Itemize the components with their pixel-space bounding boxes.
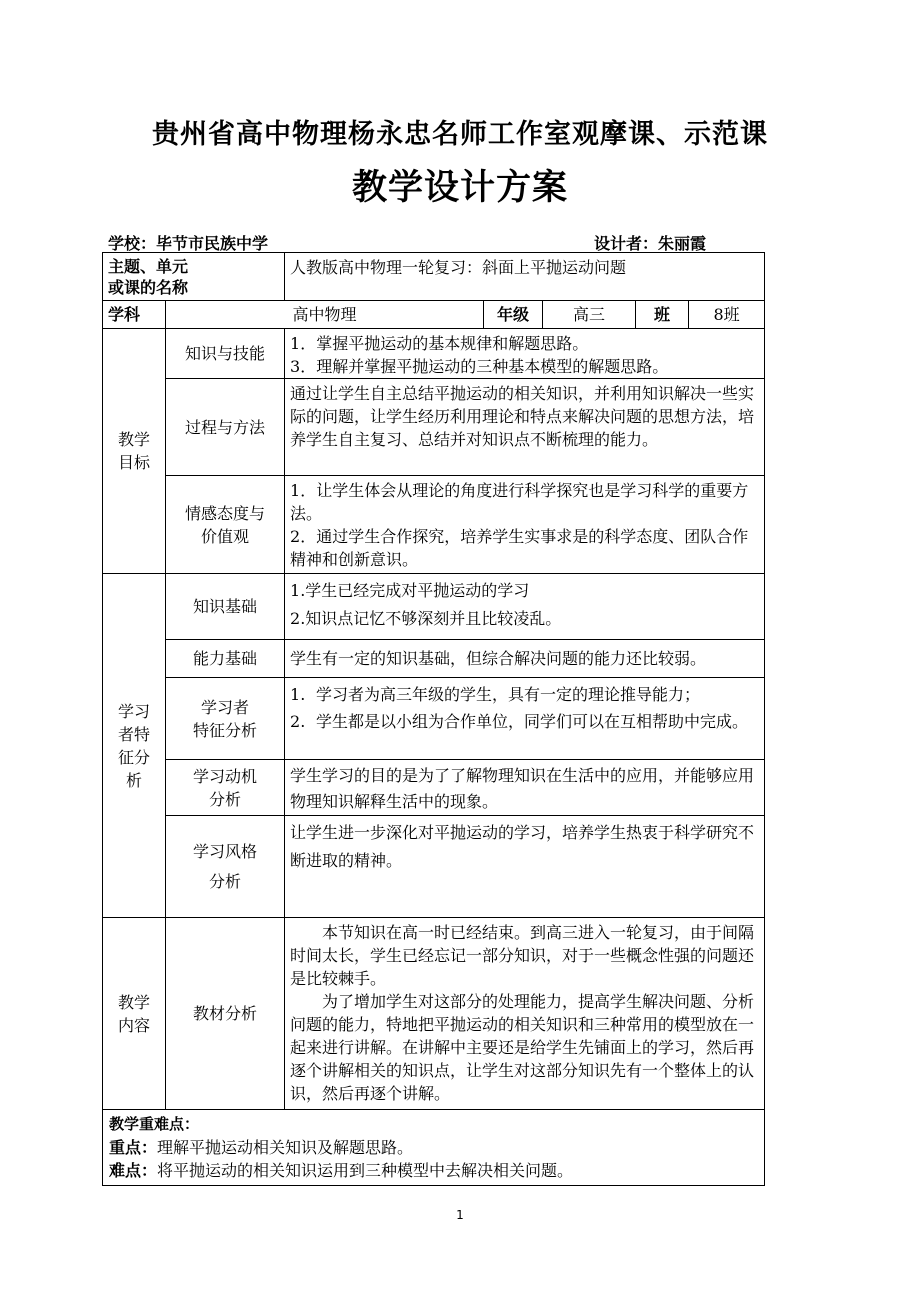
learner-motivation-row [103,760,765,816]
traits-label [166,678,285,760]
content-group-line1: 教学 [117,992,150,1012]
subject-value: 高中物理 [166,301,484,329]
traits-label-line2: 特征分析 [193,720,258,740]
school-label: 学校：毕节市民族中学 [108,234,269,253]
content-group-label [103,918,166,1110]
traits-item-1-num: 1. [290,685,306,704]
traits-item-1 [290,681,759,708]
traits-list [290,681,759,735]
subject-label: 学科 [103,301,166,329]
goals-process-row [103,379,765,476]
learner-group-line3: 征分 [117,747,150,767]
emotion-value-content [285,476,765,574]
learner-traits-row [103,678,765,760]
goals-emotion-row [103,476,765,574]
learner-knowledge-row [103,574,765,640]
emotion-item-1: 1．让学生体会从理论的角度进行科学探究也是学习科学的重要方法。 [290,481,749,523]
knowledge-base-label: 知识基础 [166,574,285,640]
difficulty-label: 难点： [109,1161,158,1180]
knowledge-base-content [285,574,765,640]
document-title-line2: 教学设计方案 [351,168,568,208]
class-label: 班 [636,301,689,329]
key-point-line [109,1136,759,1159]
key-point-label: 重点： [109,1138,158,1157]
traits-item-2-num: 2. [290,712,306,731]
emotion-value-label [166,476,285,574]
class-value: 8班 [689,301,765,329]
knowledge-base-item-1: 1.学生已经完成对平抛运动的学习 [290,581,530,600]
style-label-line1: 学习风格 [193,841,258,861]
key-points-cell [103,1110,765,1186]
knowledge-skill-label: 知识与技能 [166,329,285,379]
learner-group-line1: 学习 [117,701,150,721]
traits-label-line1: 学习者 [201,697,250,717]
course-value: 人教版高中物理一轮复习：斜面上平抛运动问题 [285,253,765,301]
learner-group-line2: 者特 [117,724,150,744]
lesson-plan-table [102,252,765,1186]
designer-label: 设计者：朱丽霞 [594,234,707,253]
motivation-label-line1: 学习动机 [193,766,258,786]
course-label-cell [103,253,285,301]
key-points-heading: 教学重难点： [109,1115,200,1133]
emotion-label-line2: 价值观 [201,526,250,546]
subject-row [103,301,765,329]
key-points-row [103,1110,765,1186]
course-label-line1: 主题、单元 [108,256,189,276]
motivation-content: 学生学习的目的是为了了解物理知识在生活中的应用，并能够应用物理知识解释生活中的现象。 [285,760,765,816]
material-analysis-label: 教材分析 [166,918,285,1110]
course-row [103,253,765,301]
content-row [103,918,765,1110]
emotion-item-2: 2．通过学生合作探究，培养学生实事求是的科学态度、团队合作精神和创新意识。 [290,527,749,569]
grade-label: 年级 [484,301,543,329]
traits-item-2-text: 学生都是以小组为合作单位，同学们可以在互相帮助中完成。 [316,712,749,731]
ability-base-content: 学生有一定的知识基础，但综合解决问题的能力还比较弱。 [285,640,765,678]
learner-group-label [103,574,166,918]
ability-base-label: 能力基础 [166,640,285,678]
material-analysis-content [285,918,765,1110]
process-method-content: 通过让学生自主总结平抛运动的相关知识，并利用知识解决一些实际的问题，让学生经历利用理论和特点来解决问题的思想方法，培养学生自主复习、总结并对知识点不断梳理的能力。 [285,379,765,476]
key-point-text: 理解平抛运动相关知识及解题思路。 [157,1138,414,1157]
goals-knowledge-row [103,329,765,379]
motivation-label [166,760,285,816]
knowledge-skill-content [285,329,765,379]
traits-content [285,678,765,760]
learner-group-line4: 析 [125,770,142,790]
material-paragraph-2: 为了增加学生对这部分的处理能力，提高学生解决问题、分析问题的能力，特地把平抛运动的相关知识和三种常用的模型放在一起来进行讲解。在讲解中主要还是给学生先铺面上的学习，然后再逐个讲解相关的知识点，让学生对这部分知识先有一个整体上的认识，然后再逐个讲解。 [290,992,755,1103]
learner-ability-row [103,640,765,678]
motivation-label-line2: 分析 [209,789,242,809]
style-label-line2: 分析 [209,871,242,891]
goals-group-label [103,329,166,574]
knowledge-base-item-2: 2.知识点记忆不够深刻并且比较凌乱。 [290,609,562,628]
traits-item-2 [290,708,759,735]
course-label-line2: 或课的名称 [108,277,189,297]
knowledge-item-1: 1．掌握平抛运动的基本规律和解题思路。 [290,334,589,353]
learner-style-row [103,816,765,918]
knowledge-item-2: 3．理解并掌握平抛运动的三种基本模型的解题思路。 [290,357,669,376]
process-method-label: 过程与方法 [166,379,285,476]
goals-group-line2: 目标 [117,453,150,472]
document-title-line1: 贵州省高中物理杨永忠名师工作室观摩课、示范课 [152,119,768,150]
style-content: 让学生进一步深化对平抛运动的学习，培养学生热衷于科学研究不断进取的精神。 [285,816,765,918]
emotion-label-line1: 情感态度与 [185,503,266,523]
grade-value: 高三 [543,301,636,329]
page-number: 1 [456,1208,464,1222]
difficulty-line [109,1159,759,1182]
content-group-line2: 内容 [117,1015,150,1035]
material-paragraph-1: 本节知识在高一时已经结束。到高三进入一轮复习，由于间隔时间太长，学生已经忘记一部分知识，对于一些概念性强的问题还是比较棘手。 [290,923,755,988]
traits-item-1-text: 学习者为高三年级的学生，具有一定的理论推导能力； [316,685,701,704]
goals-group-line1: 教学 [117,430,150,449]
style-label [166,816,285,918]
difficulty-text: 将平抛运动的相关知识运用到三种模型中去解决相关问题。 [157,1161,574,1180]
